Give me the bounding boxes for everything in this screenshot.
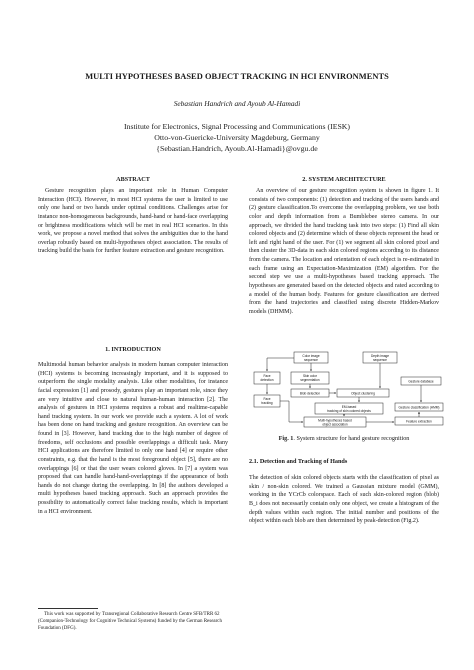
- depth-image-label-1: Depth image: [370, 354, 390, 358]
- system-structure-diagram: [249, 350, 447, 428]
- multi-hypotheses-label-2: object association: [322, 422, 348, 427]
- footnote: [38, 611, 228, 632]
- em-tracking-label-1: EM-based: [341, 405, 357, 409]
- affiliation-block: [0, 121, 474, 155]
- system-architecture-heading: 2. SYSTEM ARCHITECTURE: [302, 176, 386, 183]
- face-detection-label-1: Face: [263, 374, 271, 378]
- figure-caption-text: . System structure for hand gesture recognition: [293, 435, 410, 442]
- feature-extraction-label: Feature extraction: [406, 419, 432, 424]
- affiliation-emails: {Sebastian.Handrich, Ayoub.Al-Hamadi}@ovgu.de: [156, 144, 318, 154]
- introduction-paragraph: Multimodal human behavior analysis in modern human computer interaction (HCI) systems is becoming increasingly important, and it is supposed to outperform the single modality analysis. Like other modalities, for instance facial expression [1] and prosody, gestures play an important role, since they are very intuitive and close to natural human-human interaction [2]. The analysis of gestures in HCI systems requires a robust and realtime-capable hand tracking system. In our work we provide such a system. A lot of work has been done on hand tracking and gesture recognition. An overview can be found in [3]. However, hand tracking due to the high number of degree of freedoms, self occlusions and possible overlappings a difficult task. Many HCI applications are therefore limited to only one hand [4] or require other constraints, e.g. that the hand is the most foreground object [5], there are no overlappings [6] or that the user wears colored gloves. In [7] a system was proposed that can handle hand-hand-overlappings if the appearance of both hands do not change during the overlapping. In [8] the authors developed a multi hypotheses based tracking approach. Such an approach provides the possibility to automatically correct false tracking results, which is important in a HCI environment.: [38, 362, 228, 515]
- color-image-label-1: Color image: [302, 354, 320, 358]
- em-tracking-label-2: tracking of skin colored objects: [327, 409, 371, 413]
- paper-title: MULTI HYPOTHESES BASED OBJECT TRACKING IN HCI ENVIRONMENTS: [85, 72, 389, 81]
- paper-authors: Sebastian Handrich and Ayoub Al-Hamadi: [173, 99, 301, 108]
- abstract-text: [38, 187, 228, 256]
- affiliation-university: Otto-von-Guericke-University Magdeburg, Germany: [154, 133, 320, 143]
- face-tracking-label-2: tracking: [261, 401, 273, 405]
- skin-color-label-1: Skin color: [303, 374, 317, 378]
- section-2-1-heading: 2.1. Detection and Tracking of Hands: [249, 458, 348, 465]
- affiliation-institute: Institute for Electronics, Signal Processing and Communications (IESK): [123, 122, 351, 131]
- footnote-text: This work was supported by Transregional Collaborative Research Centre SFB/TRR 62 (Companion-Technology for Cognitive Technical Systems) funded by the German Research Foundation (DFG).: [38, 612, 223, 631]
- section-2-1-paragraph: The detection of skin colored objects starts with the classification of pixel as skin / non-skin colored. We trained a Gaussian mixture model (GMM), working in the YCrCb colorspace. Each of such skin-colored region (blob) B_i does not necessarily contain only one object, we create a histogram of the depth values within each region. The initial number and positions of the object within each blob are then determined by peak-detection (Fig.2).: [249, 475, 439, 525]
- abstract-paragraph: Gesture recognition plays an important role in Human Computer Interaction (HCI). However, in most HCI systems the user is limited to use only one hand or two hands under optimal conditions. Challenges arise for instance non-homogeneous backgrounds, hand-hand or hand-face overlapping or brightness modifications which will be met in real HCI scenarios. In this work, we propose a novel method that solves the ambiguities due to the hand overlap robustly based on multi-hypotheses object association. The results of tracking build the basis for further feature extraction and gesture recognition.: [38, 188, 228, 255]
- introduction-text: [38, 361, 228, 516]
- introduction-heading: 1. INTRODUCTION: [105, 346, 161, 353]
- footnote-rule: [38, 608, 98, 609]
- gesture-database-label: Gesture database: [408, 379, 434, 384]
- figure-caption: [249, 435, 439, 442]
- depth-image-label-2: sequence: [373, 358, 387, 362]
- system-architecture-text: [249, 187, 439, 316]
- system-architecture-paragraph: An overview of our gesture recognition system is shown in figure 1. It consists of two components: (1) detection and tracking of the users hands and (2) gesture classification.To overcome the overlapping problem, we use both color and depth information from a Bumblebee stereo camera. In our approach, we divided the hand tracking task into two steps: (1) Find all skin colored objects and (2) determine which of these objects represent the head or left and right hand of the user. For (1) we segment all skin colored pixel and then cluster the 3D-data in each skin colored regions according to its distance from the camera. The location and orientation of each object is re-estimated in each frame using an Expectation-Maximization (EM) algorithm. For the second step we use a multi-hypotheses based tracking approach. The hypotheses are generated based on the detected objects and rated according to a model of the human body. Features for gesture classification are derived from the hand trajectories and classified using discrete Hidden-Markov models (DHMM).: [249, 188, 439, 315]
- skin-color-label-2: segmentation: [300, 378, 320, 382]
- object-clustering-label: Object clustering: [351, 391, 375, 396]
- gesture-classification-label: Gesture classification (HMM): [398, 405, 440, 410]
- blob-detection-label: Blob detection: [299, 391, 321, 396]
- face-detection-label-2: detection: [260, 378, 274, 382]
- face-tracking-label-1: Face: [263, 397, 271, 401]
- abstract-heading: ABSTRACT: [116, 176, 150, 183]
- section-2-1-text: [249, 474, 439, 526]
- multi-hypotheses-label-1: Multi-hypotheses based: [318, 418, 352, 423]
- figure-caption-label: Fig. 1: [278, 435, 294, 442]
- color-image-label-2: sequence: [304, 358, 318, 362]
